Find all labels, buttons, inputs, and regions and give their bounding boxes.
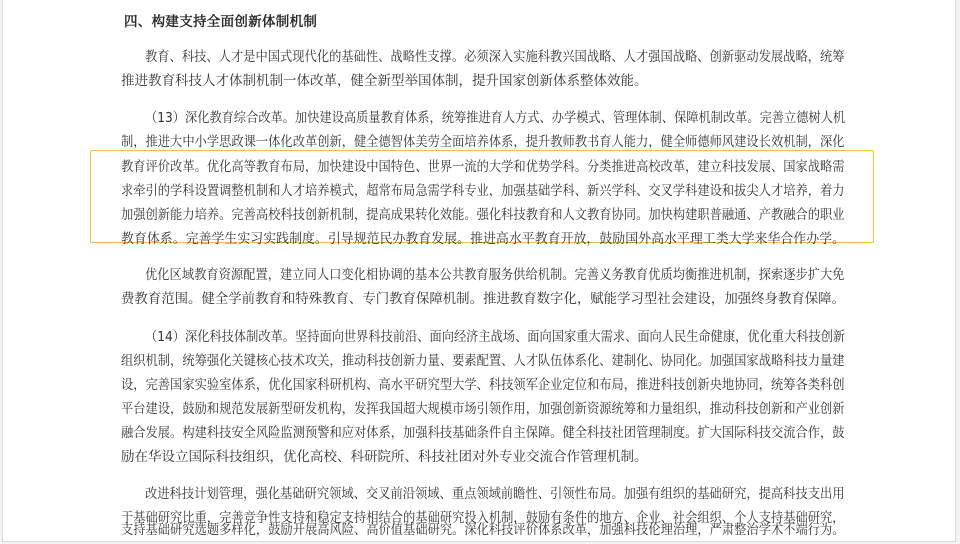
paragraph-line: 加强创新能力培养。完善高校科技创新机制，提高成果转化效能。强化科技教育和人文教育协同。加快构建职普融通、产教融合的职业	[121, 207, 845, 223]
paragraph-line: 融合发展。构建科技安全风险监测预警和应对体系，加强科技基础条件自主保障。健全科技社团管理制度。扩大国际科技交流合作，鼓	[121, 425, 845, 441]
paragraph-line: 求牵引的学科设置调整机制和人才培养模式，超常布局急需学科专业，加强基础学科、新兴学科、交叉学科建设和拔尖人才培养，着力	[121, 183, 845, 199]
paragraph-line: 设，完善国家实验室体系，优化国家科研机构、高水平研究型大学、科技领军企业定位和布局，推进科技创新央地协同，统筹各类科创	[121, 377, 845, 393]
paragraph-line: 支持基础研究选题多样化，鼓励开展高风险、高价值基础研究。深化科技评价体系改革，加强科技伦理治理，严肃整治学术不端行为。	[121, 522, 845, 538]
paragraph-line: 优化区域教育资源配置，建立同人口变化相协调的基本公共教育服务供给机制。完善义务教育优质均衡推进机制，探索逐步扩大免	[145, 267, 845, 283]
paragraph-line: 推进教育科技人才体制机制一体改革，健全新型举国体制，提升国家创新体系整体效能。	[121, 73, 648, 89]
section-heading: 四、构建支持全面创新体制机制	[124, 14, 318, 30]
paragraph-line: 平台建设，鼓励和规范发展新型研发机构，发挥我国超大规模市场引领作用，加强创新资源统筹和力量组织，推动科技创新和产业创新	[121, 401, 845, 417]
paragraph-line: 于基础研究比重，完善竞争性支持和稳定支持相结合的基础研究投入机制，鼓励有条件的地方、企业、社会组织、个人支持基础研究，	[121, 510, 845, 526]
paragraph-line: 改进科技计划管理，强化基础研究领域、交叉前沿领域、重点领域前瞻性、引领性布局。加强有组织的基础研究，提高科技支出用	[145, 486, 845, 502]
paragraph-line: （14）深化科技体制改革。坚持面向世界科技前沿、面向经济主战场、面向国家重大需求、面向人民生命健康，优化重大科技创新	[145, 329, 846, 345]
document-page	[2, 0, 956, 542]
paragraph-line: 教育、科技、人才是中国式现代化的基础性、战略性支撑。必须深入实施科教兴国战略、人才强国战略、创新驱动发展战略，统筹	[145, 49, 845, 65]
paragraph-line: 教育体系。完善学生实习实践制度。引导规范民办教育发展。推进高水平教育开放，鼓励国外高水平理工类大学来华合作办学。	[121, 231, 845, 247]
paragraph-line: （13）深化教育综合改革。加快建设高质量教育体系，统筹推进育人方式、办学模式、管理体制、保障机制改革。完善立德树人机	[145, 110, 846, 126]
paragraph-line: 励在华设立国际科技组织，优化高校、科研院所、科技社团对外专业交流合作管理机制。	[121, 449, 648, 465]
paragraph-line: 制，推进大中小学思政课一体化改革创新，健全德智体美劳全面培养体系，提升教师教书育人能力，健全师德师风建设长效机制，深化	[121, 134, 845, 150]
paragraph-line: 组织机制，统筹强化关键核心技术攻关，推动科技创新力量、要素配置、人才队伍体系化、建制化、协同化。加强国家战略科技力量建	[121, 353, 845, 369]
paragraph-line: 教育评价改革。优化高等教育布局，加快建设中国特色、世界一流的大学和优势学科。分类推进高校改革，建立科技发展、国家战略需	[121, 159, 845, 175]
paragraph-line: 费教育范围。健全学前教育和特殊教育、专门教育保障机制。推进教育数字化，赋能学习型社会建设，加强终身教育保障。	[121, 291, 845, 307]
